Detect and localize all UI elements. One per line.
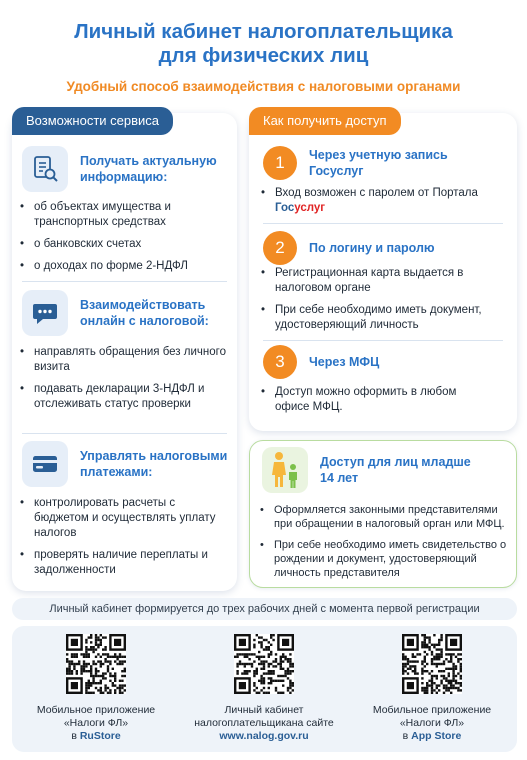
qr-appstore[interactable] [348,626,516,743]
list-item: • подавать декларации 3-НДФЛ и отслеживать статус проверки [16,382,231,412]
qr-caption: Личный кабинет налогоплательщикана сайте www.nalog.gov.ru [194,704,334,742]
list-item: • Регистрационная карта выдается в налоговом органе [257,266,509,296]
website-link[interactable]: www.nalog.gov.ru [219,730,309,742]
step-number: 1 [263,146,297,180]
list-item: • проверять наличие переплаты и задолженности [16,548,231,578]
divider [22,433,227,434]
feature-payments-list [16,496,231,585]
list-item: • направлять обращения без личного визита [16,345,231,375]
access-step-2 [263,231,435,265]
document-search-icon [22,146,68,192]
features-panel [12,113,237,591]
step-title: Через учетную запись Госуслуг [309,148,448,178]
divider [263,340,503,341]
step-title: По логину и паролю [309,241,435,255]
feature-info-list [16,200,231,281]
qr-code-icon[interactable] [66,634,126,694]
divider [263,223,503,224]
access-step-2-list [257,266,509,340]
list-item: • При себе необходимо иметь документ, удостоверяющий личность [257,303,509,333]
qr-section [12,626,517,752]
young-title: Доступ для лиц младше 14 лет [320,455,471,485]
feature-block-payments [22,441,227,487]
title-line-2: для физических лиц [158,44,369,67]
page-title [0,20,527,68]
registration-note: Личный кабинет формируется до трех рабочих дней с момента первой регистрации [12,598,517,620]
feature-online-list [16,345,231,419]
young-access-panel [249,440,517,588]
list-item: • контролировать расчеты с бюджетом и осуществлять уплату налогов [16,496,231,541]
features-tab: Возможности сервиса [12,107,173,135]
access-step-3 [263,345,379,379]
access-tab: Как получить доступ [249,107,401,135]
credit-card-icon [22,441,68,487]
chat-bubble-icon [22,290,68,336]
step-number: 3 [263,345,297,379]
feature-block-online [22,290,209,336]
list-item: • Оформляется законными представителями при обращении в налоговый орган или МФЦ. [256,503,514,531]
qr-caption: Мобильное приложение «Налоги ФЛ» в App Store [372,704,492,742]
divider [22,281,227,282]
access-step-3-list [257,385,487,422]
step-title: Через МФЦ [309,355,380,369]
list-item: • Вход возможен с паролем от Портала Госуслуг [257,186,509,216]
parent-child-icon [262,447,308,493]
step-number: 2 [263,231,297,265]
young-list [256,503,514,587]
qr-rustore[interactable] [12,626,180,743]
list-item: • о банковских счетах [16,237,231,252]
feature-title: Получать актуальную информацию: [80,154,217,184]
list-item: • При себе необходимо иметь свидетельство о рождении и документ, удостоверяющий личность представителя [256,538,514,580]
feature-title: Управлять налоговыми платежами: [80,449,228,479]
page-subtitle: Удобный способ взаимодействия с налоговыми органами [66,79,461,94]
access-step-1-list [257,186,509,223]
access-step-1 [263,146,448,180]
qr-code-icon[interactable] [402,634,462,694]
list-item: • о доходах по форме 2-НДФЛ [16,259,231,274]
qr-caption: Мобильное приложение «Налоги ФЛ» в RuStore [36,704,156,742]
gosuslugi-brand: Госуслуг [275,202,326,214]
list-item: • об объектах имущества и транспортных средствах [16,200,231,230]
qr-website[interactable] [180,626,348,743]
title-line-1: Личный кабинет налогоплательщика [74,20,453,43]
list-item: • Доступ можно оформить в любом офисе МФЦ. [257,385,487,415]
young-header [262,447,471,493]
feature-title: Взаимодействовать онлайн с налоговой: [80,298,209,328]
feature-block-info [22,146,217,192]
access-panel [249,113,517,431]
qr-code-icon[interactable] [234,634,294,694]
